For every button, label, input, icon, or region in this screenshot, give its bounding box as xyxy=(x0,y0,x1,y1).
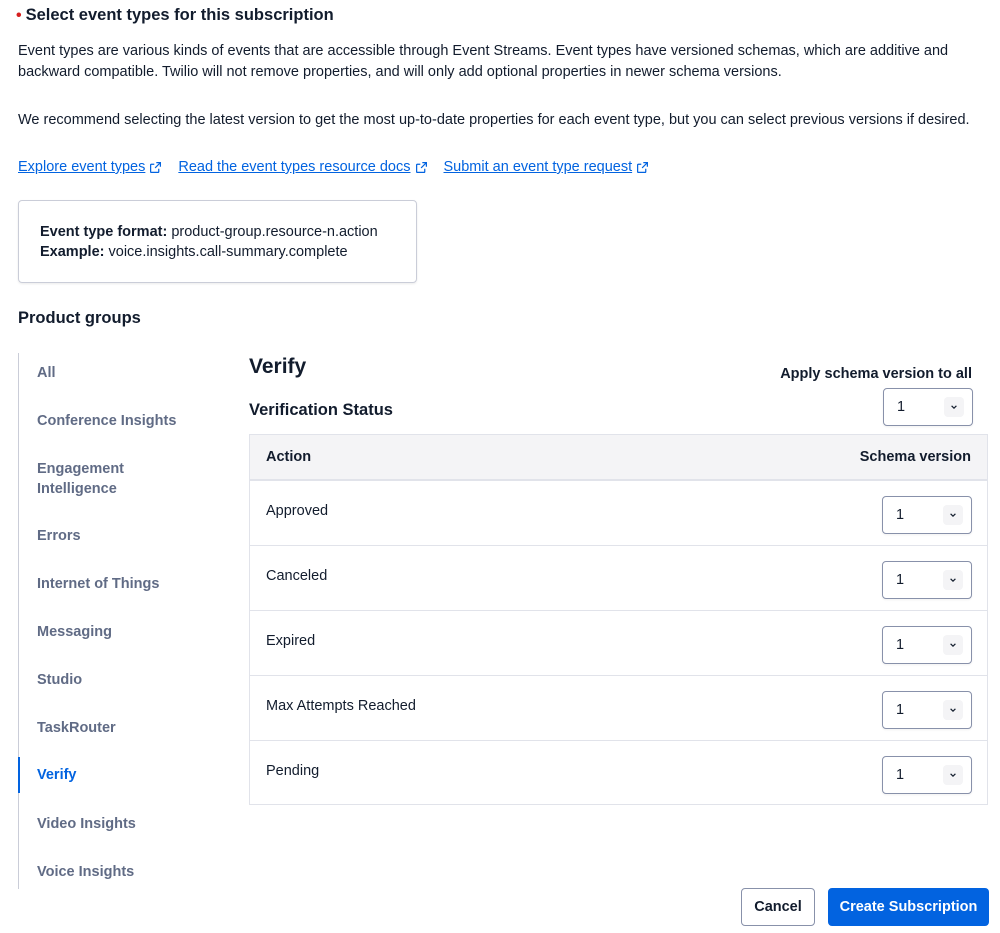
schema-version-select[interactable] xyxy=(882,496,972,534)
external-link-icon xyxy=(149,161,162,174)
format-label: Event type format: xyxy=(40,224,168,240)
subsection-title: Verification Status xyxy=(249,401,393,419)
table-row xyxy=(250,741,987,806)
section-heading xyxy=(16,6,334,25)
select-value: 1 xyxy=(896,572,905,588)
schema-version-select[interactable] xyxy=(882,626,972,664)
chevron-down-icon xyxy=(943,505,963,525)
table-header xyxy=(250,435,987,481)
select-value: 1 xyxy=(896,507,905,523)
sidebar-item-engagement-intelligence[interactable]: Engagement Intelligence xyxy=(37,461,125,497)
schema-version-select[interactable] xyxy=(882,561,972,599)
section-recommendation: We recommend selecting the latest version to get the most up-to-date properties for each event type, but you can select previous versions if desired. xyxy=(18,112,970,128)
sidebar-item-studio[interactable]: Studio xyxy=(37,672,83,688)
schema-version-select[interactable] xyxy=(882,691,972,729)
chevron-down-icon xyxy=(943,570,963,590)
event-type-request-link[interactable]: Submit an event type request xyxy=(444,159,650,175)
sidebar-item-errors[interactable]: Errors xyxy=(37,528,81,544)
product-groups-title: Product groups xyxy=(18,309,141,327)
table-row xyxy=(250,676,987,741)
sidebar-item-internet-of-things[interactable]: Internet of Things xyxy=(37,576,160,592)
sidebar-item-video-insights[interactable]: Video Insights xyxy=(37,816,136,832)
resource-docs-link[interactable]: Read the event types resource docs xyxy=(178,159,427,175)
explore-event-types-link[interactable]: Explore event types xyxy=(18,159,162,175)
sidebar-item-voice-insights[interactable]: Voice Insights xyxy=(37,864,135,880)
example-label: Example: xyxy=(40,244,105,260)
cancel-button[interactable]: Cancel xyxy=(741,888,815,926)
chevron-down-icon xyxy=(943,765,963,785)
format-value: product-group.resource-n.action xyxy=(171,224,378,240)
product-groups-sidebar xyxy=(18,353,218,889)
example-value: voice.insights.call-summary.complete xyxy=(108,244,348,260)
group-title: Verify xyxy=(249,355,307,378)
event-types-table xyxy=(249,434,988,805)
apply-all-version-select[interactable] xyxy=(883,388,973,426)
action-name: Canceled xyxy=(266,568,328,584)
sidebar-item-taskrouter[interactable]: TaskRouter xyxy=(37,720,116,736)
section-title: Select event types for this subscription xyxy=(25,6,334,24)
sidebar-item-conference-insights[interactable]: Conference Insights xyxy=(37,413,177,429)
chevron-down-icon xyxy=(943,700,963,720)
sidebar-item-verify[interactable]: Verify xyxy=(18,757,208,793)
create-subscription-button[interactable]: Create Subscription xyxy=(828,888,989,926)
select-value: 1 xyxy=(896,767,905,783)
help-links xyxy=(18,159,649,175)
column-header-schema-version: Schema version xyxy=(859,449,971,465)
table-row xyxy=(250,481,987,546)
external-link-icon xyxy=(415,161,428,174)
apply-all-label: Apply schema version to all xyxy=(780,366,972,382)
table-row xyxy=(250,611,987,676)
action-name: Expired xyxy=(266,633,316,649)
external-link-icon xyxy=(636,161,649,174)
section-description: Event types are various kinds of events that are accessible through Event Streams. Event types have versioned schemas, which are additive and backward compatible. Twilio will not remove properties, and will only add optional properties in newer schema versions. xyxy=(18,43,949,80)
select-value: 1 xyxy=(896,637,905,653)
event-format-box xyxy=(18,200,417,283)
action-name: Approved xyxy=(266,503,329,519)
action-name: Max Attempts Reached xyxy=(266,698,416,714)
chevron-down-icon xyxy=(944,397,964,417)
table-row xyxy=(250,546,987,611)
sidebar-item-messaging[interactable]: Messaging xyxy=(37,624,112,640)
select-value: 1 xyxy=(896,702,905,718)
format-line xyxy=(40,222,395,242)
example-line xyxy=(40,242,395,262)
schema-version-select[interactable] xyxy=(882,756,972,794)
select-value: 1 xyxy=(897,399,906,415)
action-name: Pending xyxy=(266,763,320,779)
column-header-action: Action xyxy=(266,449,312,465)
chevron-down-icon xyxy=(943,635,963,655)
sidebar-item-all[interactable]: All xyxy=(37,365,56,381)
required-indicator: • xyxy=(16,6,22,24)
